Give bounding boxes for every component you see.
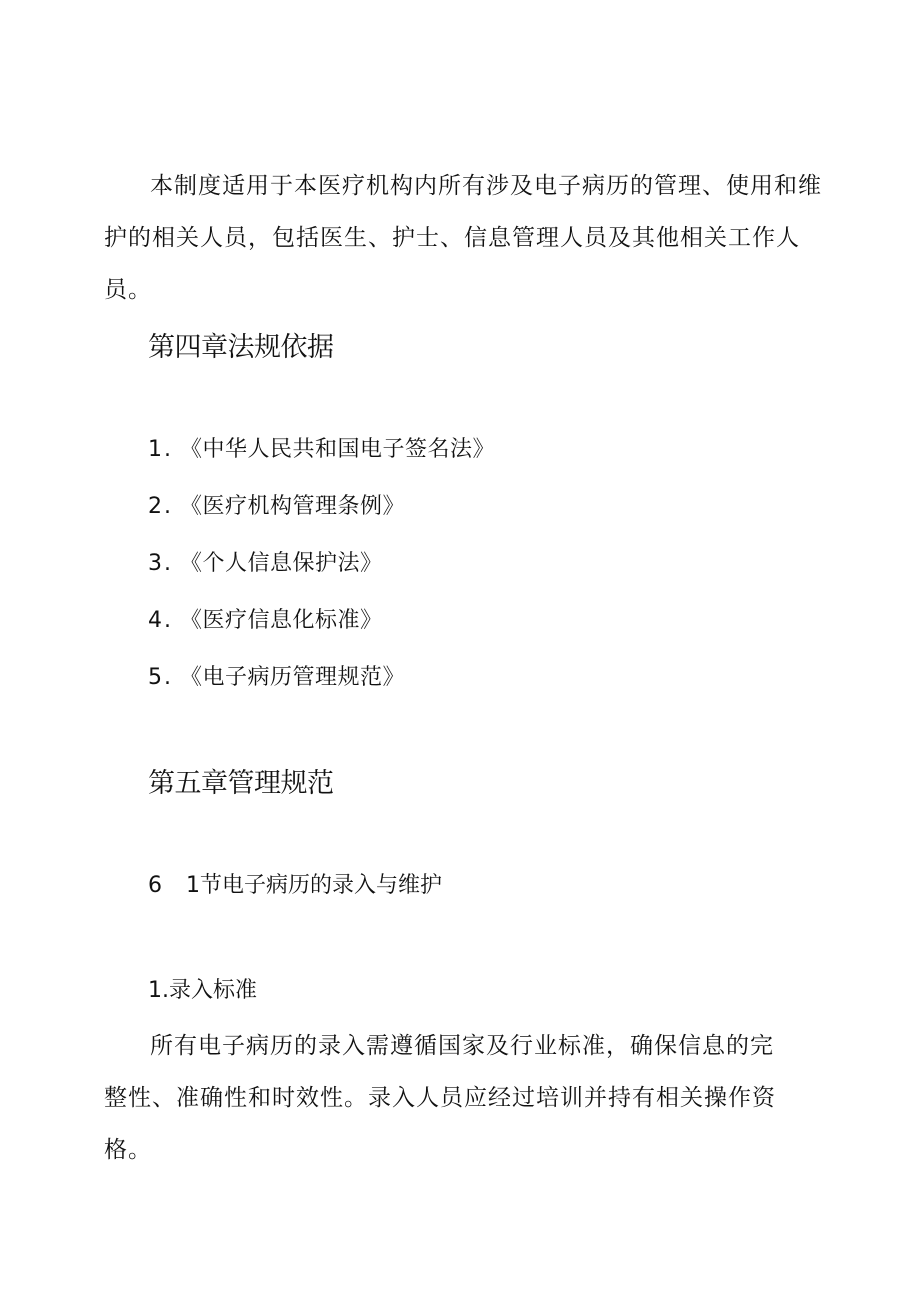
intro-paragraph: 本制度适用于本医疗机构内所有涉及电子病历的管理、使用和维护的相关人员，包括医生、护士、信息管理人员及其他相关工作人员。: [104, 173, 822, 303]
body-paragraph: 所有电子病历的录入需遵循国家及行业标准，确保信息的完整性、准确性和时效性。录入人员应经过培训并持有相关操作资格。: [104, 1033, 776, 1163]
chapter-4-heading: 第四章法规依据: [148, 332, 334, 363]
section-heading: [148, 868, 442, 899]
list-item: [148, 656, 495, 713]
list-item-title: 《医疗信息化标准》: [180, 608, 383, 633]
list-item: [148, 428, 495, 485]
list-item-title: 《个人信息保护法》: [180, 551, 383, 576]
section-title: 1节电子病历的录入与维护: [186, 873, 442, 898]
list-item: [148, 485, 495, 542]
chapter-5-heading: 第五章管理规范: [148, 768, 334, 799]
regulation-list: [148, 428, 495, 713]
list-item-number: 2.: [148, 494, 173, 519]
list-item-number: 1.: [148, 437, 173, 462]
list-item: [148, 542, 495, 599]
list-item-title: 《医疗机构管理条例》: [180, 494, 406, 519]
list-item-title: 《中华人民共和国电子签名法》: [180, 437, 496, 462]
list-item: [148, 599, 495, 656]
list-item-number: 4.: [148, 608, 173, 633]
subsection-heading: 1.录入标准: [148, 978, 257, 1003]
section-number: 6: [148, 873, 162, 898]
list-item-number: 3.: [148, 551, 173, 576]
list-item-number: 5.: [148, 665, 173, 690]
list-item-title: 《电子病历管理规范》: [180, 665, 406, 690]
